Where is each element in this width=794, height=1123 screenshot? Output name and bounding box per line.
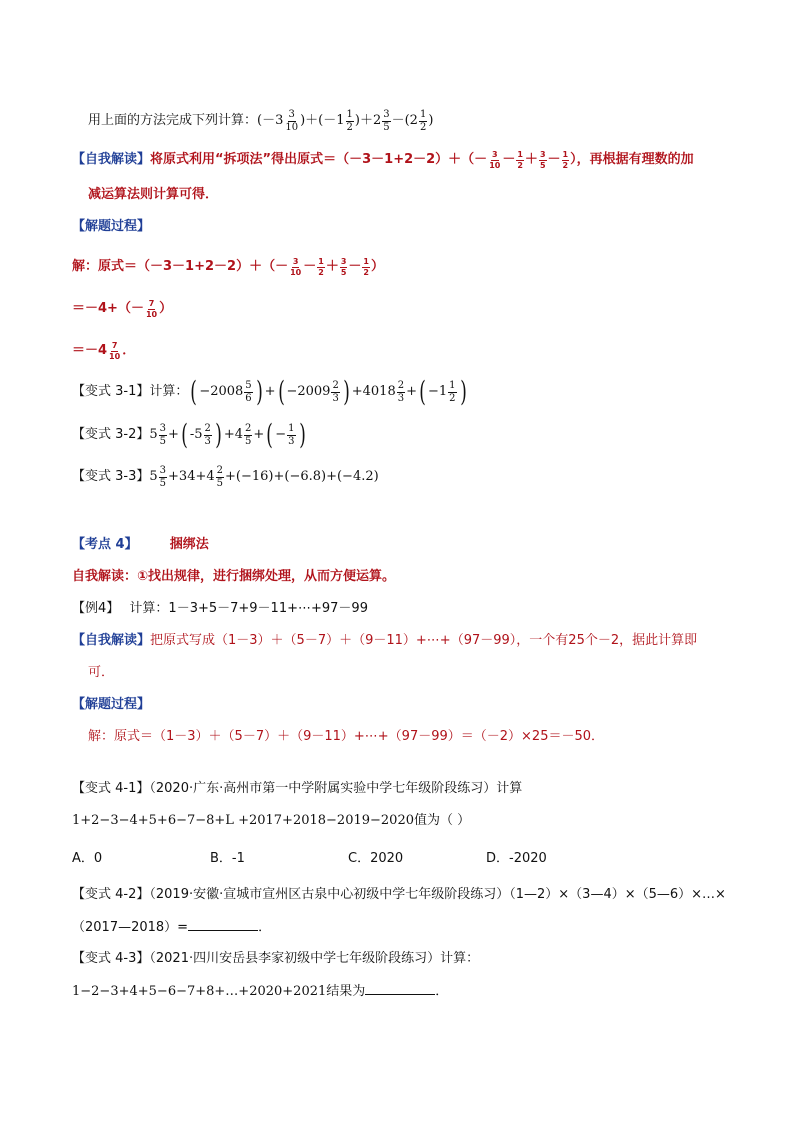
variant-4-2-label: 【变式 4-2】 — [72, 887, 150, 902]
topic-4-title: 捆绑法 — [169, 537, 209, 552]
variant-3-3-label: 【变式 3-3】 — [72, 469, 150, 484]
q3-self-interp-cont: 减运算法则计算可得． — [88, 187, 219, 202]
variant-4-3-expr-line: 1−2−3+4+5−6−7+8+…+2020+2021结果为 ． — [72, 984, 449, 999]
example-4-text: 计算：1－3+5－7+9－11+⋯+97－99 — [129, 601, 368, 616]
q3-solution-line3: ＝－4 $\frac{7}{10}$ ． — [72, 340, 136, 361]
variant-3-3 — [72, 462, 379, 492]
variant-3-1-label: 【变式 3-1】计算： — [72, 384, 189, 399]
example-4-label: 【例4】 — [72, 601, 120, 616]
variant-3-2-label: 【变式 3-2】 — [72, 427, 150, 442]
q3-process-label: 【解题过程】 — [72, 219, 151, 234]
variant-4-3-label: 【变式 4-3】 — [72, 951, 150, 966]
variant-4-1-expr-line: 1+2−3−4+5+6−7−8+L +2017+2018−2019−2020值为（ ） — [72, 813, 471, 828]
self-interp-text: 将原式利用“拆项法”得出原式＝（－3－1+2－2）＋（－ — [150, 152, 488, 167]
q3-solution-line1: 解：原式＝（－3－1+2－2）＋（－ $\frac{3}{10}$ － $\frac{1}{2}$ ＋ $\frac{3}{5}$ － $\frac{1}{2}$ ） — [72, 256, 385, 277]
variant-4-1-expr: 1+2−3−4+5+6−7−8+L +2017+2018−2019−2020 — [72, 813, 414, 828]
variant-4-1-label: 【变式 4-1】 — [72, 781, 150, 796]
variant-3-2 — [72, 418, 307, 452]
variant-4-3 — [72, 950, 479, 968]
variant-4-3-source: （2021·四川安岳县李家初级中学七年级阶段练习）计算： — [149, 951, 480, 966]
variant-4-1 — [72, 780, 522, 798]
option-c[interactable]: C．2020 — [348, 851, 404, 866]
option-a[interactable]: A．0 — [72, 851, 103, 866]
example-4-self-cont: 可． — [88, 665, 115, 680]
q3-solution-line2: ＝－4+（－ $\frac{7}{10}$ ） — [72, 298, 173, 319]
variant-4-3-expr: 1−2−3+4+5−6−7+8+…+2020+2021 — [72, 984, 327, 999]
variant-3-2-expr: 5 $\frac{3}{5}$ + ( -5 $\frac{2}{3}$ ) +4 $\frac{2}{5}$ + ( − $\frac{1}{3}$ ) — [149, 421, 307, 449]
self-interp-label: 【自我解读】 — [72, 152, 151, 167]
variant-3-1-expr: ( −2008 $\frac{5}{6}$ ) + ( −2009 $\frac{2}{3}$ ) +4018 $\frac{2}{3}$ + ( −1 $\frac{1}{2}$ ) — [188, 378, 468, 406]
option-d[interactable]: D．-2020 — [486, 851, 547, 866]
example-4 — [72, 600, 368, 618]
example-4-solution: 解：原式＝（1－3）＋（5－7）＋（9－11）+⋯+（97－99）＝（－2）×25＝－50． — [88, 729, 605, 744]
q3-self-interp: 【自我解读】 将原式利用“拆项法”得出原式＝（－3－1+2－2）＋（－ $\frac{3}{10}$ － $\frac{1}{2}$ ＋ $\frac{3}{5}$ － $\frac{1}{2}$ ），再根据有理数的加 — [72, 149, 694, 170]
q3-expression: (－3 $\frac{3}{10}$ )＋(－1 $\frac{1}{2}$ )＋2 $\frac{3}{5}$ －(2 $\frac{1}{2}$ ) — [257, 108, 434, 133]
variant-3-3-expr: 5 $\frac{3}{5}$ +34+4 $\frac{2}{5}$ +(−16)+(−6.8)+(−4.2) — [149, 464, 379, 489]
variant-3-1 — [72, 375, 468, 409]
example-4-process-label: 【解题过程】 — [72, 697, 151, 712]
example-4-self: 【自我解读】把原式写成（1－3）＋（5－7）＋（9－11）+⋯+（97－99），一个有25个－2，据此计算即 — [72, 633, 698, 648]
variant-4-2-cont: （2017—2018）= ． — [72, 920, 272, 935]
variant-4-2-source: （2019·安徽·宣城市宣州区古泉中心初级中学七年级阶段练习） — [149, 887, 510, 902]
topic-4-self: 自我解读：①找出规律，进行捆绑处理，从而方便运算。 — [72, 569, 396, 584]
q3-prompt-line — [88, 106, 433, 136]
answer-blank-4-3[interactable] — [365, 982, 435, 995]
option-b[interactable]: B．-1 — [210, 851, 245, 866]
q3-prompt: 用上面的方法完成下列计算： — [88, 113, 258, 128]
variant-4-1-source: （2020·广东·高州市第一中学附属实验中学七年级阶段练习）计算 — [149, 781, 523, 796]
topic-4-label: 【考点 4】 — [72, 537, 138, 552]
variant-4-2: 【变式 4-2】（2019·安徽·宣城市宣州区古泉中心初级中学七年级阶段练习）（1—2）×（3—4）×（5—6）×…× — [72, 887, 726, 902]
topic-4-heading — [72, 536, 209, 554]
answer-blank-4-2[interactable] — [188, 918, 258, 931]
